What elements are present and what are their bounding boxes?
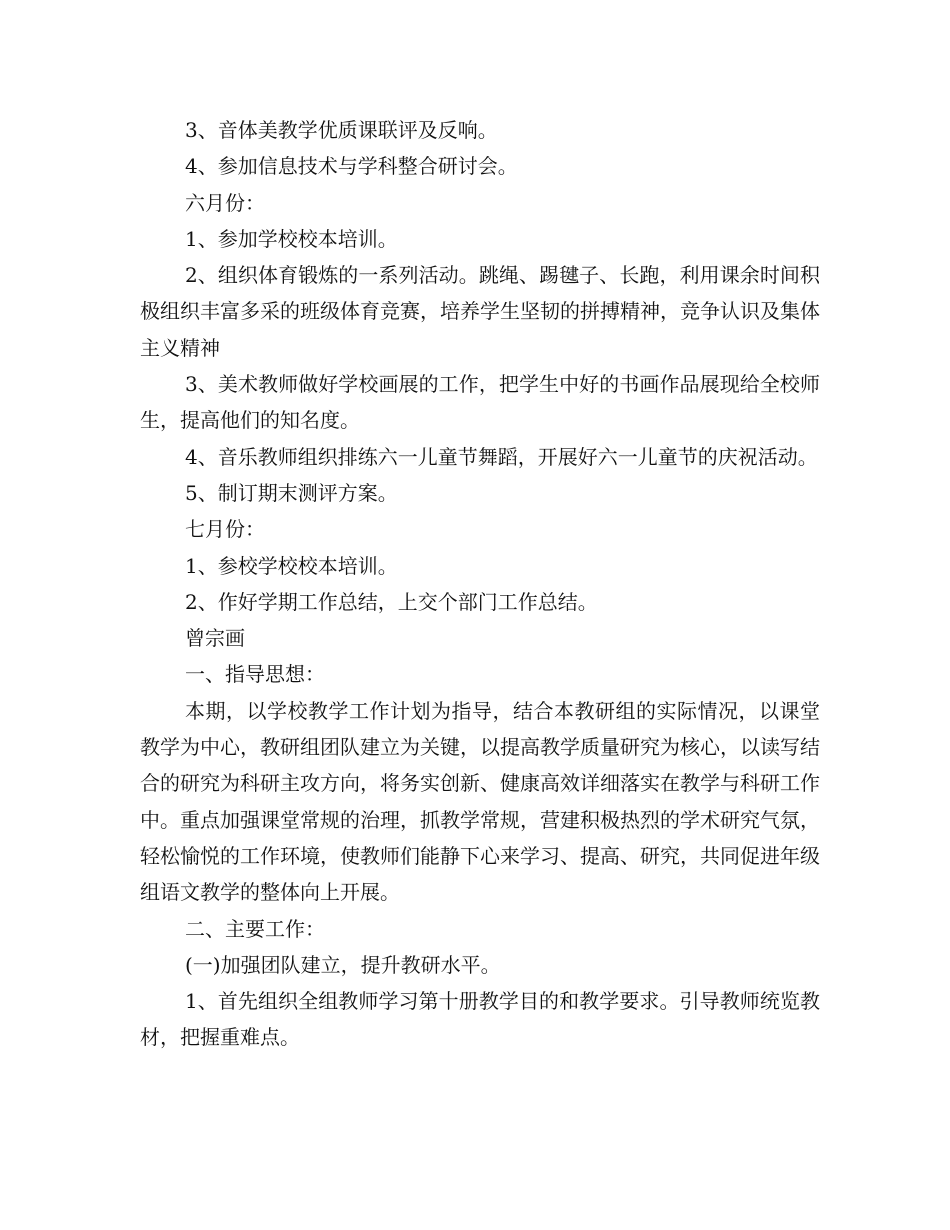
paragraph-june-3: 3、美术教师做好学校画展的工作，把学生中好的书画作品展现给全校师生，提高他们的知名度。 bbox=[140, 372, 820, 433]
paragraph-team-building-1: 1、首先组织全组教师学习第十册教学目的和教学要求。引导教师统览教材，把握重难点。 bbox=[140, 989, 820, 1050]
paragraph-june-1: 1、参加学校校本培训。 bbox=[185, 226, 398, 251]
paragraph-item-4-it-seminar: 4、参加信息技术与学科整合研讨会。 bbox=[185, 154, 518, 179]
paragraph-july-2: 2、作好学期工作总结，上交个部门工作总结。 bbox=[185, 589, 598, 614]
section-heading-june: 六月份： bbox=[185, 190, 265, 215]
paragraph-june-5: 5、制订期末测评方案。 bbox=[185, 480, 398, 505]
paragraph-july-1: 1、参校学校校本培训。 bbox=[185, 553, 398, 578]
paragraph-guiding-ideology: 本期，以学校教学工作计划为指导，结合本教研组的实际情况，以课堂教学为中心，教研组团队建立为关键，以提高教学质量研究为核心，以读写结合的研究为科研主攻方向，将务实创新、健康高效详细落实在教学与科研工作中。重点加强课堂常规的治理，抓教学常规，营建积极热烈的学术研究气氛，轻松愉悦的工作环境，使教师们能静下心来学习、提高、研究，共同促进年级组语文教学的整体向上开展。 bbox=[140, 698, 820, 905]
subheading-team-building: (一)加强团队建立，提升教研水平。 bbox=[185, 952, 501, 977]
section-heading-main-work: 二、主要工作： bbox=[185, 916, 325, 941]
paragraph-june-4: 4、音乐教师组织排练六一儿童节舞蹈，开展好六一儿童节的庆祝活动。 bbox=[185, 444, 818, 469]
section-heading-guiding-ideology: 一、指导思想： bbox=[185, 662, 325, 687]
section-heading-july: 七月份： bbox=[185, 517, 265, 542]
paragraph-item-3-music-pe-art: 3、音体美教学优质课联评及反响。 bbox=[185, 118, 498, 142]
paragraph-june-2: 2、组织体育锻炼的一系列活动。跳绳、踢毽子、长跑，利用课余时间积极组织丰富多采的班级体育竞赛，培养学生坚韧的拼搏精神，竞争认识及集体主义精神 bbox=[140, 263, 820, 360]
document-body bbox=[140, 112, 820, 1056]
author-name: 曾宗画 bbox=[185, 626, 245, 651]
